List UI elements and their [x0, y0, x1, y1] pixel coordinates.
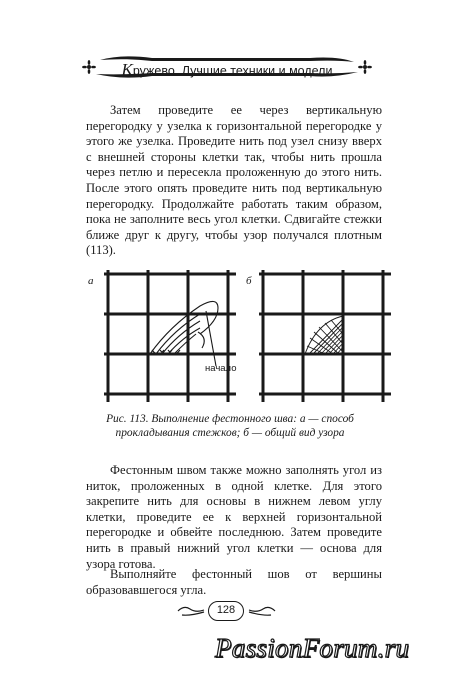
body-paragraph-1: Затем проведите ее через вертикальную перегородку у узелка к горизонтальной перегородке у этого же узелка. Проведите нить под узел снизу вверх с внешней стороны клетки так, чтобы нить прошла через петлю и пересекла проложенную до этого нить. После этого опять проведите нить под вертикальную перегородку. Продолжайте работать таким образом, пока не заполните весь угол клетки. Сдвигайте стежки ближе друг к другу, чтобы узор получался плотным (113). [86, 103, 382, 258]
body-paragraph-2: Фестонным швом также можно заполнять угол из ниток, проложенных в одной клетке. Для этого закрепите нить для основы в нижнем левом углу клетки, проведите ее к верхней горизонтальной перегородке и обвейте последнюю. Затем проведите нить в правый нижний угол клетки — основа для узора готова. [86, 463, 382, 571]
body-paragraph-3: Выполняйте фестонный шов от вершины образовавшегося угла. [86, 567, 382, 597]
figure-b-grid [255, 266, 395, 406]
figure-label-a: а [88, 275, 94, 287]
figure-caption: Рис. 113. Выполнение фестонного шва: а — способ прокладывания стежков; б — общий вид узора [106, 413, 354, 439]
watermark: PassionForum.ru [215, 633, 410, 663]
figure-note: начало [205, 363, 237, 374]
page-number: 128 [208, 601, 244, 621]
figure-a-grid [100, 266, 240, 406]
header-title: Кружево. Лучшие техники и модели [121, 60, 333, 79]
running-header [82, 52, 372, 82]
page-ornament-icon [247, 604, 277, 618]
page-ornament-icon [176, 604, 206, 618]
figure-label-b: б [246, 275, 252, 287]
